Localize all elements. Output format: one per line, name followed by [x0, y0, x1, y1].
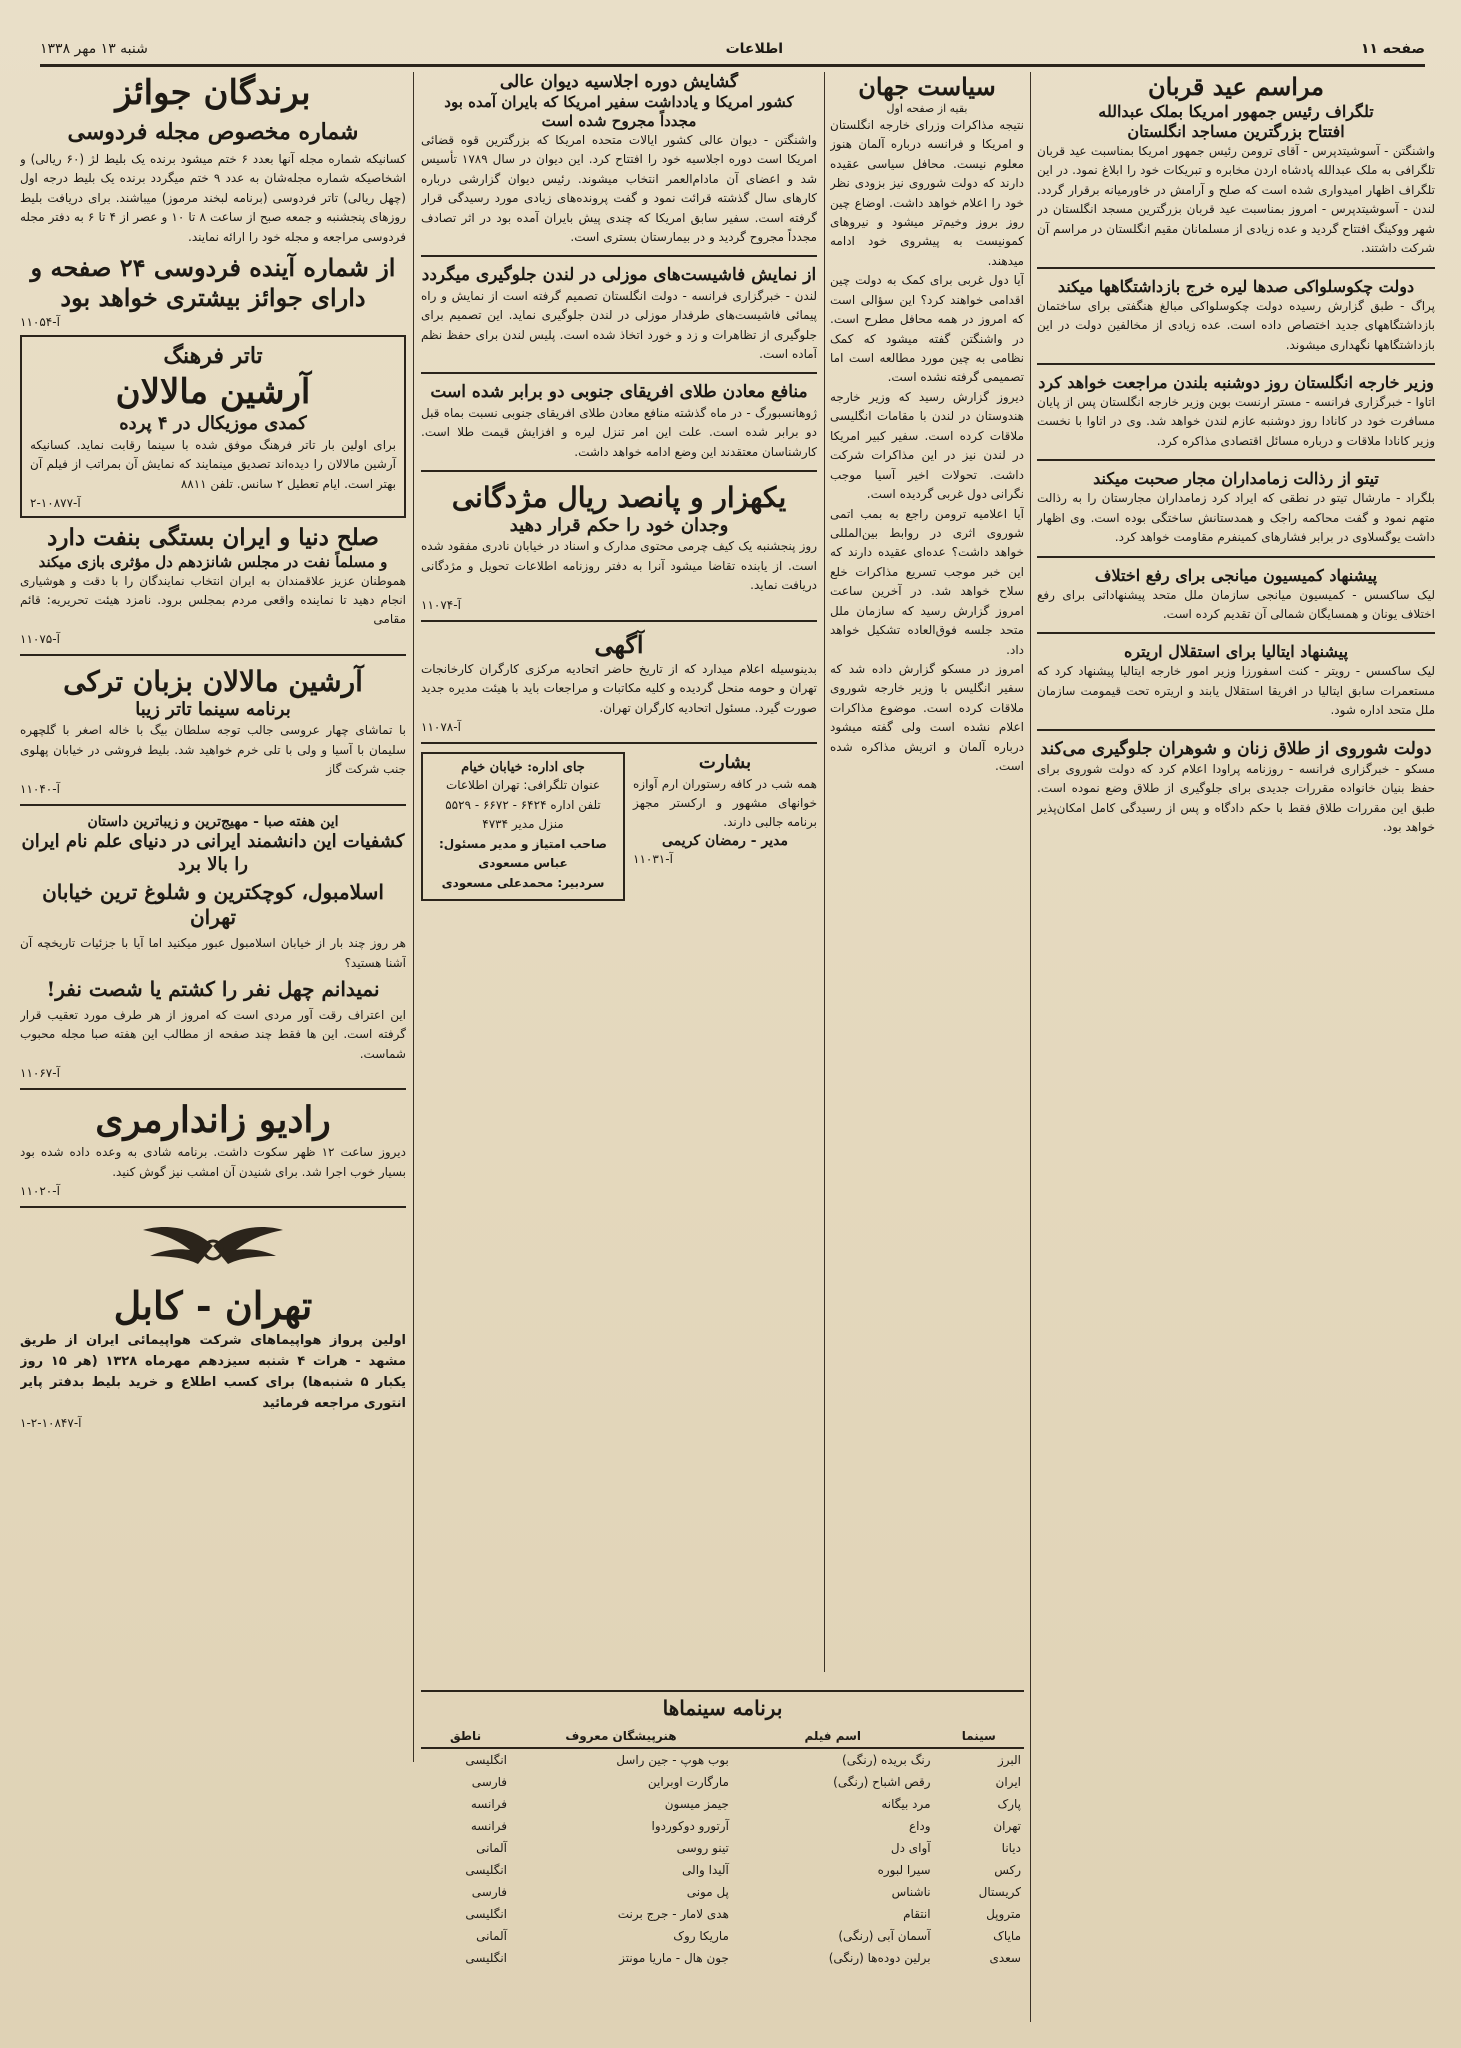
separator [421, 620, 817, 622]
tidings-ad [633, 752, 817, 901]
dispute-article [1037, 566, 1435, 625]
fm-article [1037, 373, 1435, 451]
cinema-cell: دیانا [1001, 1841, 1021, 1855]
notice-body: بدینوسیله اعلام میدارد که از تاریخ حاضر اتحادیه مرکزی کارگران کارخانجات تهران و حومه منحل گردیده و کلیه مکاتبات و مراجعات باید با هیئت مدیره جدید صورت گیرد. مسئول اتحادیه کارگران تهران. [421, 661, 817, 715]
masthead [40, 38, 1425, 60]
cinema-row [421, 1947, 1024, 1969]
tito-title: تیتو از رذالت زمامداران مجار صحبت میکند [1093, 469, 1379, 489]
cinema-cell: رکس [994, 1863, 1021, 1877]
ad-code: آ-۱۰۸۴۷-۲-۱ [20, 1415, 82, 1430]
cinema-program [421, 1690, 1024, 2016]
div-body: مسکو - خبرگزاری فرانسه - روزنامه پراودا اعلام کرد که دولت شوروی برای حفظ بنیان خانواده مقررات جدیدی برای جلوگیری از طلاق وضع نموده است. طبق این مقررات طلاق فقط با حکم دادگاه و پس از رسیدگی کامل امکان‌پذیر خواهد بود. [1037, 762, 1435, 835]
story-lead: این هفته صبا - مهیج‌ترین و زیباترین داستان [87, 813, 339, 830]
column-header: سینما [934, 1725, 1024, 1748]
story-title: کشفیات این دانشمند ایرانی در دنیای علم نام ایران را بالا برد [21, 831, 405, 875]
cinema-cell: برلین دوده‌ها (رنگی) [828, 1951, 931, 1965]
tidings-title: بشارت [698, 752, 752, 774]
story-body2: این اعتراف رقت آور مردی است که امروز از هر طرف مورد تعقیب قرار گرفته است. این ها فقط چند صفحه از مطالب این هفته صبا مجله محبوب شماست. [20, 1008, 406, 1061]
theater-name: تاتر فرهنگ [163, 343, 263, 370]
cinema-title: برنامه سینماها [662, 1696, 783, 1720]
div-title: دولت شوروی از طلاق زنان و شوهران جلوگیری می‌کند [1040, 738, 1432, 759]
cinema-cell: آرتورو دوکوردوا [651, 1819, 729, 1833]
theater-show: آرشین مالالان [115, 371, 311, 412]
eid-article [1037, 72, 1435, 259]
issue-date: شنبه ۱۳ مهر ۱۳۳۸ [40, 41, 148, 57]
cinema-cell: متروپل [986, 1907, 1021, 1921]
cinema-cell: مرد بیگانه [881, 1797, 931, 1811]
cinema-cell: ایران [995, 1775, 1021, 1789]
cinema-cell: فرانسه [470, 1819, 508, 1833]
cinema-cell: آوای دل [890, 1841, 931, 1855]
reward-subtitle: وجدان خود را حکم قرار دهید [509, 514, 729, 536]
cinema-cell: تینو روسی [676, 1841, 729, 1855]
office-box [421, 752, 625, 901]
paper-name: اطلاعات [725, 41, 784, 57]
notice-title: آگهی [594, 629, 644, 659]
turkish-ad [20, 664, 406, 796]
cinema-cell: پارک [997, 1797, 1021, 1811]
cinema-row [421, 1859, 1024, 1881]
cinema-cell: البرز [997, 1753, 1021, 1767]
theater-genre: کمدی موزیکال در ۴ پرده [119, 413, 307, 435]
story-body: هر روز چند بار از خیابان اسلامبول عبور میکنید اما آیا با جزئیات تاریخچه آن آشنا هستید؟ [20, 936, 406, 970]
cinema-cell: ماریکا روک [673, 1929, 729, 1943]
ad-code: آ-۱۰۸۷۷-۲ [30, 496, 81, 510]
tidings-body: همه شب در کافه رستوران ارم آوازه خوانهای مشهور و ارکستر مجهز برنامه جالبی دارند. [633, 776, 817, 830]
office-line: تلفن اداره ۶۴۲۴ - ۶۶۷۲ - ۵۵۲۹ [445, 797, 601, 812]
office-line: منزل مدیر ۴۷۳۴ [482, 817, 564, 832]
world-body: امروز در مسکو گزارش داده شد که سفیر انگلیس با وزیر خارجه شوروی ملاقات کرده است. موضوع مذاکرات اعلام نشده است ولی گفته میشود درباره آلمان و اتریش مذاکره شده است. [830, 662, 1024, 774]
story-sub2: نمیدانم چهل نفر را کشتم یا شصت نفر! [46, 977, 380, 1001]
ad-code: آ-۱۱۰۷۴ [421, 597, 461, 612]
cinema-cell: فارسی [471, 1775, 508, 1789]
bottom-boxes [421, 752, 817, 901]
magazine-ad [20, 814, 406, 1081]
court-body: واشنگتن - دیوان عالی کشور ایالات متحده امریکا که بزرگترین قوه قضائی امریکا است دوره اجلاسیه خود را افتتاح کرد. این دیوان در سال ۱۷۸۹ تأسیس شد و اعضای آن مادام‌العمر انتخاب میشوند. رئیس دیوان گزارشی درباره کارهای سال گذشته قرائت نمود و گفت پرونده‌های زیادی مورد رسیدگی قرار گرفته است. سفیر سابق امریکا که چندی پیش بایران آمده بود در اثر تصادف مجدداً مجروح گردید و در بیمارستان بستری است. [421, 132, 817, 244]
italy-body: لیک ساکسس - رویتر - کنت اسفورزا وزیر امور خارجه ایتالیا پیشنهاد کرد که مستعمرات سابق ایتالیا در افریقا استقلال یابند و اریتره تحت قیمومت سازمان ملل متحد اداره شود. [1037, 664, 1435, 718]
cinema-cell: مارگارت اوبراین [647, 1775, 729, 1789]
cinema-row [421, 1815, 1024, 1837]
separator [20, 1206, 406, 1208]
radio-title: رادیو زاندارمری [95, 1099, 331, 1142]
separator [1037, 556, 1435, 558]
airline-body: اولین پرواز هواپیماهای شرکت هواپیمائی ایران از طریق مشهد - هرات ۴ شنبه سیزدهم مهرماه ۱۳۲۸ (هر ۱۵ روز یکبار ۵ شنبه‌ها) برای کسب اطلاع و خرید بلیط بدفتر پایر انتوری مراجعه فرمائید [20, 1332, 406, 1411]
cinema-cell: آلیدا والی [682, 1863, 729, 1877]
column-header: هنرپیشگان معروف [510, 1725, 732, 1748]
office-title: جای اداره: خیابان خیام [461, 760, 585, 776]
office-line: عنوان تلگرافی: تهران اطلاعات [445, 778, 601, 793]
czech-body: پراگ - طبق گزارش رسیده دولت چکوسلواکی مبالغ هنگفتی برای ساختمان بازداشتگاههای جدید اختصاص داده است. عده زیادی از مخالفین دولت در این بازداشتگاهها نگهداری میشوند. [1037, 298, 1435, 352]
ad-code: آ-۱۱۰۳۱ [633, 852, 673, 867]
eid-title: مراسم عید قربان [1147, 72, 1325, 101]
world-title: سیاست جهان [858, 72, 996, 101]
ad-code: آ-۱۱۰۵۴ [20, 315, 60, 330]
ad-code: آ-۱۱۰۲۰ [20, 1184, 60, 1199]
story-sub: اسلامبول، کوچکترین و شلوغ ترین خیابان تهران [42, 880, 384, 930]
news-column [1037, 72, 1435, 2022]
cinema-cell: وداع [908, 1819, 931, 1833]
separator [421, 255, 817, 257]
cinema-row [421, 1748, 1024, 1771]
fm-body: اتاوا - خبرگزاری فرانسه - مستر ارنست بوین وزیر خارجه انگلستان پس از پایان مسافرت خود در کانادا روز دوشنبه عازم لندن خواهد شد. وی در اتاوا با نخست وزیر کانادا ملاقات و درباره مسائل اقتصادی مذاکره کرد. [1037, 394, 1435, 448]
reward-title: یکهزار و پانصد ریال مژدگانی [451, 480, 787, 514]
cinema-cell: فارسی [471, 1885, 508, 1899]
theater-ad [20, 335, 406, 518]
separator [421, 742, 817, 744]
office-line: صاحب امتیاز و مدیر مسئول: عباس مسعودی [439, 836, 607, 871]
turk-subtitle: برنامه سینما تاتر زیبا [135, 698, 291, 720]
radio-body: دیروز ساعت ۱۲ ظهر سکوت داشت. برنامه شادی به وعده داده شده بود بسیار خوب اجرا شد. برای شنیدن آن امشب نیز گوش کنید. [20, 1145, 406, 1179]
separator [1037, 632, 1435, 634]
cinema-cell: سیرا لبوره [877, 1863, 931, 1877]
cinema-cell: رقص اشباح (رنگی) [833, 1775, 931, 1789]
separator [20, 804, 406, 806]
cinema-cell: آسمان آبی (رنگی) [838, 1929, 931, 1943]
cinema-cell: آلمانی [476, 1841, 508, 1855]
turk-body: با تماشای چهار عروسی جالب توجه سلطان بیگ با خاله اصغر با گلچهره سلیمان با آسیا و ولی با تلی خرم خواهید شد. بلیط فروشی در خیابان پهلوی جنب شرکت گاز [20, 723, 406, 777]
world-body: آیا دول غربی برای کمک به دولت چین اقدامی خواهند کرد؟ این سؤالی است که امروز در همه محافل مطرح است. در واشنگتن گفته میشود که کمک نظامی به چین مورد مطالعه است اما تصمیمی گرفته نشده است. [830, 273, 1024, 385]
ad-code: آ-۱۱۰۷۸ [421, 720, 461, 735]
world-cont: بقیه از صفحه اول [886, 102, 968, 115]
column-divider [824, 72, 825, 1672]
reward-ad [421, 480, 817, 612]
peace-body: هموطنان عزیز علاقمندان به ایران انتخاب نمایندگان را با دقت و هوشیاری انجام دهید تا نماینده واقعی مردم بمجلس برود. نامزد هیئت تحریریه: قائم مقامی [20, 573, 406, 627]
column-header: اسم فیلم [732, 1725, 934, 1748]
ad-code: آ-۱۱۰۶۷ [20, 1066, 60, 1081]
cinema-cell: تهران [993, 1819, 1021, 1833]
eid-subtitle: تلگراف رئیس جمهور امریکا بملک عبدالله [1098, 102, 1374, 121]
czech-title: دولت چکوسلواکی صدها لیره خرج بازداشتگاهها میکند [1057, 276, 1415, 296]
cinema-row [421, 1903, 1024, 1925]
separator [421, 372, 817, 374]
winged-emblem-icon [138, 1216, 288, 1276]
peace-subtitle: و مسلماً نفت در مجلس شانزدهم دل مؤثری بازی میکند [38, 552, 388, 571]
separator [421, 470, 817, 472]
column-divider [1030, 72, 1031, 2022]
column-header: ناطق [421, 1725, 510, 1748]
cinema-row [421, 1793, 1024, 1815]
italy-article [1037, 642, 1435, 720]
fascist-article [421, 265, 817, 364]
cinema-cell: آلمانی [476, 1929, 508, 1943]
cinema-cell: کریستال [978, 1885, 1021, 1899]
disp-body: لیک ساکسس - کمیسیون میانجی سازمان ملل متحد پیشنهاداتی برای رفع اختلاف یونان و همسایگان شمالی آن تقدیم کرده است. [1037, 587, 1435, 621]
separator [20, 654, 406, 656]
gold-article [421, 382, 817, 462]
court-article [421, 72, 817, 247]
theater-body: برای اولین بار تاتر فرهنگ موفق شده با سینما رقابت نماید. کسانیکه آرشین مالالان را دیده‌اند تصدیق مینمایند که نمایش آن بمراتب از فیلم آن بهتر است. ایام تعطیل ۲ سانس. تلفن ۸۸۱۱ [30, 437, 396, 491]
divorce-article [1037, 739, 1435, 838]
winners-body: کسانیکه شماره مجله آنها بعدد ۶ ختم میشود برنده یک بلیط لژ (۶۰ ریالی) و اشخاصیکه شماره مجله‌شان به عدد ۹ ختم میگردد برنده یک بلیط درجه اول (چهل ریالی) تاتر فردوسی (برنامه لبخند مرموز) میباشند. برای دریافت بلیط روزهای پنجشنبه و جمعه صبح از ساعت ۸ تا ۱۰ و عصر از ۴ تا ۶ به دفتر مجله فردوسی مراجعه و مجله خود را ارائه نمایند. [20, 152, 406, 244]
winners-ad [20, 72, 406, 329]
tito-body: بلگراد - مارشال تیتو در نطقی که ایراد کرد زمامداران مجارستان را به رذالت متهم نمود و گفت محاکمه راجک و همدستانش ساختگی بوده است. وی اظهار داشت یوگسلاوی در برابر فشارهای کمینفرم مقاومت خواهد کرد. [1037, 491, 1435, 545]
column-divider [413, 72, 414, 1762]
tidings-sign: مدیر - رمضان کریمی [662, 832, 788, 849]
separator [1037, 267, 1435, 269]
cinema-row [421, 1881, 1024, 1903]
cinema-cell: جون هال - ماریا مونتز [619, 1951, 729, 1965]
ad-code: آ-۱۱۰۷۵ [20, 631, 60, 646]
cinema-table [421, 1725, 1024, 1969]
court-subtitle: کشور امریکا و یادداشت سفیر امریکا که بایران آمده بود [444, 93, 794, 112]
fascist-body: لندن - خبرگزاری فرانسه - دولت انگلستان تصمیم گرفته است از نمایش و راه پیمائی فاشیست‌های طرفدار موزلی در لندن جلوگیری نماید. این تصمیم برای جلوگیری از تظاهرات و زد و خورد اتخاذ شده است. پلیس لندن برای حفظ نظم آماده است. [421, 288, 817, 361]
eid-body: واشنگتن - آسوشیتدپرس - آقای ترومن رئیس جمهور امریکا بمناسبت عید قربان تلگرافی به ملک عبدالله پادشاه اردن مخابره و تبریکات خود را ابلاغ نمود. در این تلگراف اظهار امیدواری شده است که صلح و آرامش در خاورمیانه برقرار گردد. لندن - آسوشیتدپرس - امروز بمناسبت عید قربان بزرگترین مسجد انگلستان در شهر ووکینگ افتتاح گردید و عده زیادی از مسلمانان مقیم انگلستان در مراسم آن شرکت داشتند. [1037, 144, 1435, 256]
ads-column [20, 72, 406, 2022]
gold-body: ژوهانسبورگ - در ماه گذشته منافع معادن طلای افریقای جنوبی نسبت بماه قبل دو برابر شده است. علت این امر تنزل لیره و افزایش قیمت طلا است. کارشناسان معتقدند این وضع ادامه خواهد داشت. [421, 405, 817, 459]
cinema-cell: رنگ بریده (رنگی) [842, 1753, 931, 1767]
gold-title: منافع معادن طلای افریقای جنوبی دو برابر شده است [430, 382, 808, 403]
cinema-cell: فرانسه [470, 1797, 508, 1811]
airline-ad [20, 1216, 406, 1430]
office-line: سردبیر: محمدعلی مسعودی [441, 875, 605, 890]
cinema-cell: انگلیسی [465, 1907, 508, 1921]
airline-title: تهران - کابل [113, 1283, 313, 1329]
cinema-cell: انگلیسی [465, 1863, 508, 1877]
italy-title: پیشنهاد ایتالیا برای استقلال اریتره [1123, 642, 1349, 662]
tito-article [1037, 469, 1435, 547]
eid-sub2: افتتاح بزرگترین مساجد انگلستان [1127, 122, 1345, 141]
world-body: آیا اعلامیه ترومن راجع به بمب اتمی شوروی اثری در روابط بین‌المللی خواهد داشت؟ عده‌ای عقیده دارند که این خبر موجب تسریع مذاکرات خلع سلاح خواهد شد. در آخرین ساعت امروز گزارش رسید که سازمان ملل متحد جلسه فوق‌العاده تشکیل خواهد داد. [830, 506, 1024, 657]
cinema-cell: هدی لامار - جرج برنت [617, 1907, 729, 1921]
center-column [421, 72, 817, 1612]
cinema-cell: ناشناس [891, 1885, 931, 1899]
czech-article [1037, 277, 1435, 355]
disp-title: پیشنهاد کمیسیون میانجی برای رفع اختلاف [1094, 565, 1378, 585]
cinema-cell: انگلیسی [465, 1753, 508, 1767]
separator [1037, 363, 1435, 365]
cinema-row [421, 1771, 1024, 1793]
radio-ad [20, 1098, 406, 1198]
cinema-cell: مایاک [993, 1929, 1021, 1943]
page-number: صفحه ۱۱ [1360, 41, 1425, 57]
cinema-cell: انگلیسی [465, 1951, 508, 1965]
turk-title: آرشین مالالان بزبان ترکی [63, 664, 363, 698]
peace-title: صلح دنیا و ایران بستگی بنفت دارد [47, 524, 379, 551]
world-body: دیروز گزارش رسید که وزیر خارجه هندوستان در لندن با مقامات انگلیسی ملاقات کرده است. سفیر کبیر امریکا در لندن نیز در این مذاکرات شرکت داشت. تحولات اخیر آسیا موجب نگرانی دول غربی گردیده است. [830, 389, 1024, 502]
notice-ad [421, 630, 817, 734]
cinema-cell: سعدی [989, 1951, 1021, 1965]
cinema-row [421, 1925, 1024, 1947]
cinema-cell: بوب هوپ - جین راسل [616, 1753, 729, 1767]
court-title: گشایش دوره اجلاسیه دیوان عالی [499, 72, 739, 92]
fascist-title: از نمایش فاشیست‌های موزلی در لندن جلوگیری میگردد [421, 265, 817, 286]
ad-code: آ-۱۱۰۴۰ [20, 781, 60, 796]
cinema-cell: جیمز میسون [664, 1797, 729, 1811]
separator [1037, 729, 1435, 731]
winners-title: برندگان جوائز [115, 73, 311, 113]
world-body: نتیجه مذاکرات وزرای خارجه انگلستان و امریکا و فرانسه درباره آلمان هنوز معلوم نیست. محافل سیاسی عقیده دارند که دولت شوروی نیز بزودی نظر خود را اعلام خواهد داشت. اوضاع چین روز بروز وخیم‌تر میشود و نیروهای کمونیست به پیشروی خود ادامه میدهند. [830, 117, 1024, 268]
winners-subtitle: شماره مخصوص مجله فردوسی [67, 118, 359, 145]
reward-body: روز پنجشنبه یک کیف چرمی محتوی مدارک و اسناد در خیابان نادری مفقود شده است. از یابنده تقاضا میشود آنرا به دفتر روزنامه اطلاعات تحویل و مژدگانی دریافت نماید. [421, 539, 817, 593]
cinema-row [421, 1837, 1024, 1859]
cinema-cell: انتقام [903, 1907, 931, 1921]
top-rule [40, 64, 1425, 67]
separator [20, 1088, 406, 1090]
cinema-header-row [421, 1725, 1024, 1748]
peace-ad [20, 524, 406, 646]
winners-promo: از شماره آینده فردوسی ۲۴ صفحه و دارای جوائز بیشتری خواهد بود [30, 253, 396, 313]
separator [1037, 459, 1435, 461]
world-column [830, 72, 1024, 1632]
cinema-cell: پل مونی [686, 1885, 729, 1899]
fm-title: وزیر خارجه انگلستان روز دوشنبه بلندن مراجعت خواهد کرد [1038, 372, 1434, 392]
court-sub2: مجدداً مجروح شده است [541, 112, 697, 130]
